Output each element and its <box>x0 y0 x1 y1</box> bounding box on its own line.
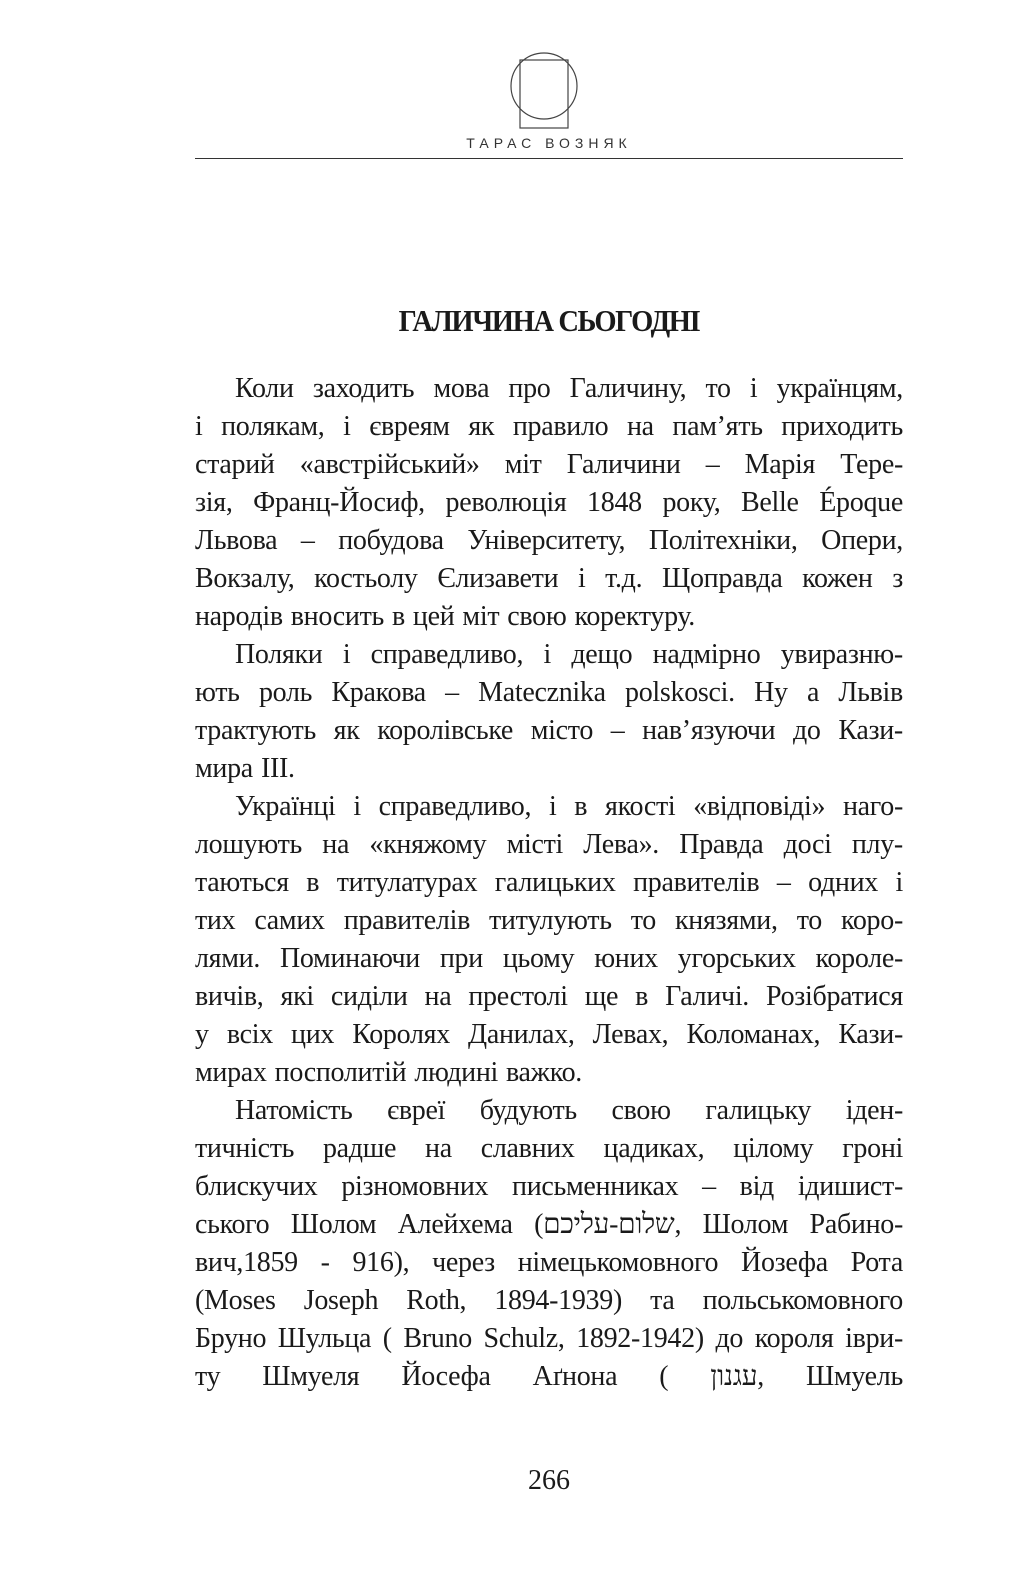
text-line: трактують як королівське місто – нав’язуючи до Кази- <box>195 715 903 746</box>
text-line: у всіх цих Королях Данилах, Левах, Коломанах, Кази- <box>195 1019 903 1050</box>
text-line: зія, Франц-Йосиф, революція 1848 року, Belle Époque <box>195 487 903 518</box>
text-line: мира ІІІ. <box>195 753 295 784</box>
text-line: ського Шолом Алейхема (שלום-עליכם, Шолом Рабино- <box>195 1209 903 1240</box>
text-line: Натомість євреї будують свою галицьку іден- <box>235 1095 903 1126</box>
text-line: лошують на «княжому місті Лева». Правда досі плу- <box>195 829 903 860</box>
text-line: Коли заходить мова про Галичину, то і українцям, <box>235 373 903 404</box>
text-line: Львова – побудова Університету, Політехніки, Опери, <box>195 525 903 556</box>
text-line: і полякам, і євреям як правило на пам’ять приходить <box>195 411 903 442</box>
book-emblem-icon <box>509 48 579 132</box>
text-line: блискучих різномовних письменниках – від ідишист- <box>195 1171 903 1202</box>
text-line: тих самих правителів титулують то князями, то коро- <box>195 905 903 936</box>
text-line: Бруно Шульца ( Bruno Schulz, 1892-1942) до короля іври- <box>195 1323 903 1354</box>
text-line: вичів, які сиділи на престолі ще в Галичі. Розібратися <box>195 981 903 1012</box>
chapter-title: ГАЛИЧИНА СЬОГОДНІ <box>398 303 700 338</box>
text-line: Поляки і справедливо, і дещо надмірно увиразню- <box>235 639 903 670</box>
text-line: старий «австрійський» міт Галичини – Марія Тере- <box>195 449 903 480</box>
body-text <box>195 370 903 1396</box>
text-line: вич,1859 - 916), через німецькомовного Йозефа Рота <box>195 1247 903 1278</box>
text-line: тичність радше на славних цадиках, цілому гроні <box>195 1133 903 1164</box>
text-line: Вокзалу, костьолу Єлизавети і т.д. Щоправда кожен з <box>195 563 903 594</box>
text-line: ють роль Кракова – Matecznika polskosci. Ну а Львів <box>195 677 903 708</box>
text-line: Українці і справедливо, і в якості «відповіді» наго- <box>235 791 903 822</box>
page-number: 266 <box>528 1465 570 1496</box>
header-rule <box>195 158 903 159</box>
text-line: мирах посполитій людині важко. <box>195 1057 583 1088</box>
text-line: таються в титулатурах галицьких правителів – одних і <box>195 867 903 898</box>
text-line: (Moses Joseph Roth, 1894-1939) та польськомовного <box>195 1285 903 1316</box>
running-header: ТАРАС ВОЗНЯК <box>466 135 632 151</box>
text-line: лями. Поминаючи при цьому юних угорських короле- <box>195 943 903 974</box>
text-line: ту Шмуеля Йосефа Аґнона ( עגנון, Шмуель <box>195 1361 903 1392</box>
text-line: народів вносить в цей міт свою коректуру. <box>195 601 695 632</box>
